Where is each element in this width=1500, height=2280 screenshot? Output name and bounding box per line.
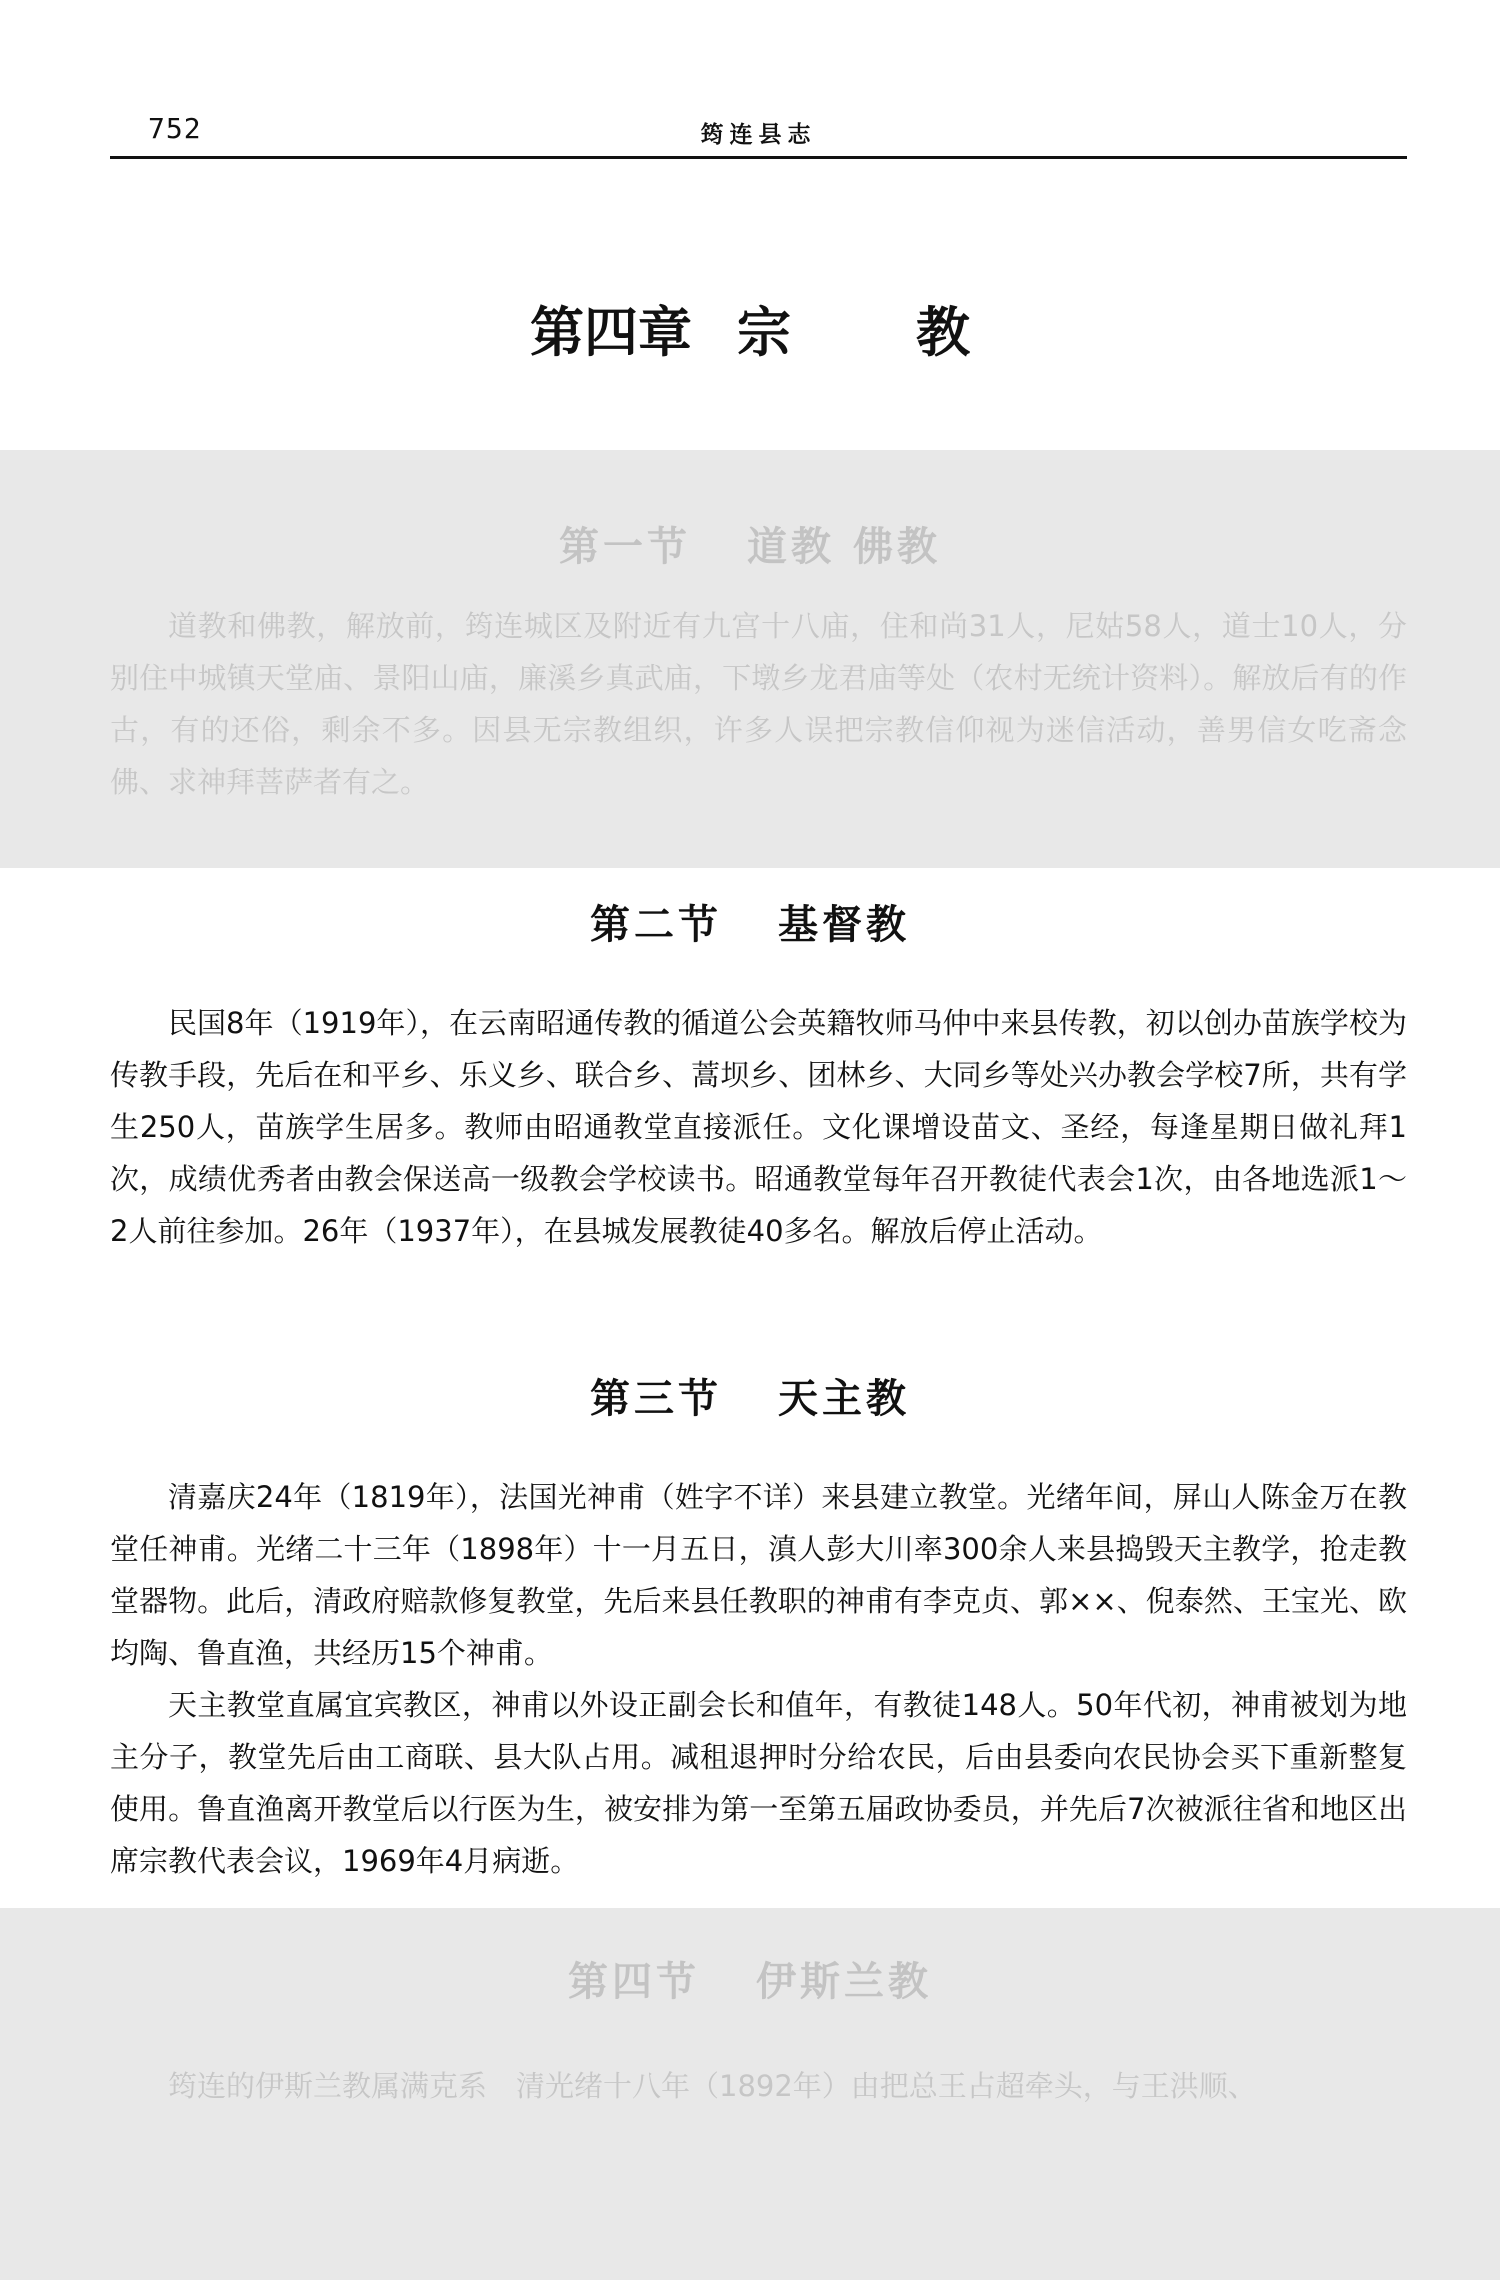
section-number: 第三节 (590, 1376, 722, 1422)
section-heading (0, 1367, 1500, 1424)
chapter-number: 第四章 (530, 300, 692, 364)
chapter-title-part2: 教 (916, 300, 970, 364)
section-heading (0, 1950, 1500, 2007)
chapter-title (0, 290, 1500, 367)
chapter-title-part1: 宗 (737, 300, 791, 364)
page-number: 752 (148, 112, 202, 145)
running-title: 筠连县志 (700, 122, 817, 148)
section-title: 道教 佛教 (747, 524, 941, 570)
section-number: 第二节 (590, 902, 722, 948)
paragraph: 民国8年（1919年），在云南昭通传教的循道公会英籍牧师马仲中来县传教，初以创办苗族学校为传教手段，先后在和平乡、乐义乡、联合乡、蒿坝乡、团林乡、大同乡等处兴办教会学校7所，共有学生250人，苗族学生居多。教师由昭通教堂直接派任。文化课增设苗文、圣经，每逢星期日做礼拜1次，成绩优秀者由教会保送高一级教会学校读书。昭通教堂每年召开教徒代表会1次，由各地选派1～2人前往参加。26年（1937年），在县城发展教徒40多名。解放后停止活动。 (110, 1006, 1407, 1248)
paragraph: 天主教堂直属宜宾教区，神甫以外设正副会长和值年，有教徒148人。50年代初，神甫被划为地主分子，教堂先后由工商联、县大队占用。减租退押时分给农民，后由县委向农民协会买下重新整复使用。鲁直渔离开教堂后以行医为生，被安排为第一至第五届政协委员，并先后7次被派往省和地区出席宗教代表会议，1969年4月病逝。 (110, 1688, 1407, 1878)
section-heading (0, 515, 1500, 572)
header-rule (110, 156, 1407, 159)
paragraph: 道教和佛教，解放前，筠连城区及附近有九宫十八庙，住和尚31人，尼姑58人，道士10人，分别住中城镇天堂庙、景阳山庙，廉溪乡真武庙，下墩乡龙君庙等处（农村无统计资料）。解放后有的作古，有的还俗，剩余不多。因县无宗教组织，许多人误把宗教信仰视为迷信活动，善男信女吃斋念佛、求神拜菩萨者有之。 (110, 609, 1407, 799)
section-heading (0, 893, 1500, 950)
section-number: 第四节 (568, 1959, 700, 2005)
paragraph: 筠连的伊斯兰教属满克系 清光绪十八年（1892年）由把总王占超牵头，与王洪顺、 (168, 2069, 1257, 2103)
paragraph: 清嘉庆24年（1819年），法国光神甫（姓字不详）来县建立教堂。光绪年间，屏山人陈金万在教堂任神甫。光绪二十三年（1898年）十一月五日，滇人彭大川率300余人来县捣毁天主教学，抢走教堂器物。此后，清政府赔款修复教堂，先后来县任教职的神甫有李克贞、郭××、倪泰然、王宝光、欧均陶、鲁直渔，共经历15个神甫。 (110, 1480, 1407, 1670)
section-title: 基督教 (778, 902, 910, 948)
page-header (110, 108, 1407, 158)
section-title: 天主教 (778, 1376, 910, 1422)
section-number: 第一节 (559, 524, 692, 570)
section-title: 伊斯兰教 (756, 1959, 932, 2005)
